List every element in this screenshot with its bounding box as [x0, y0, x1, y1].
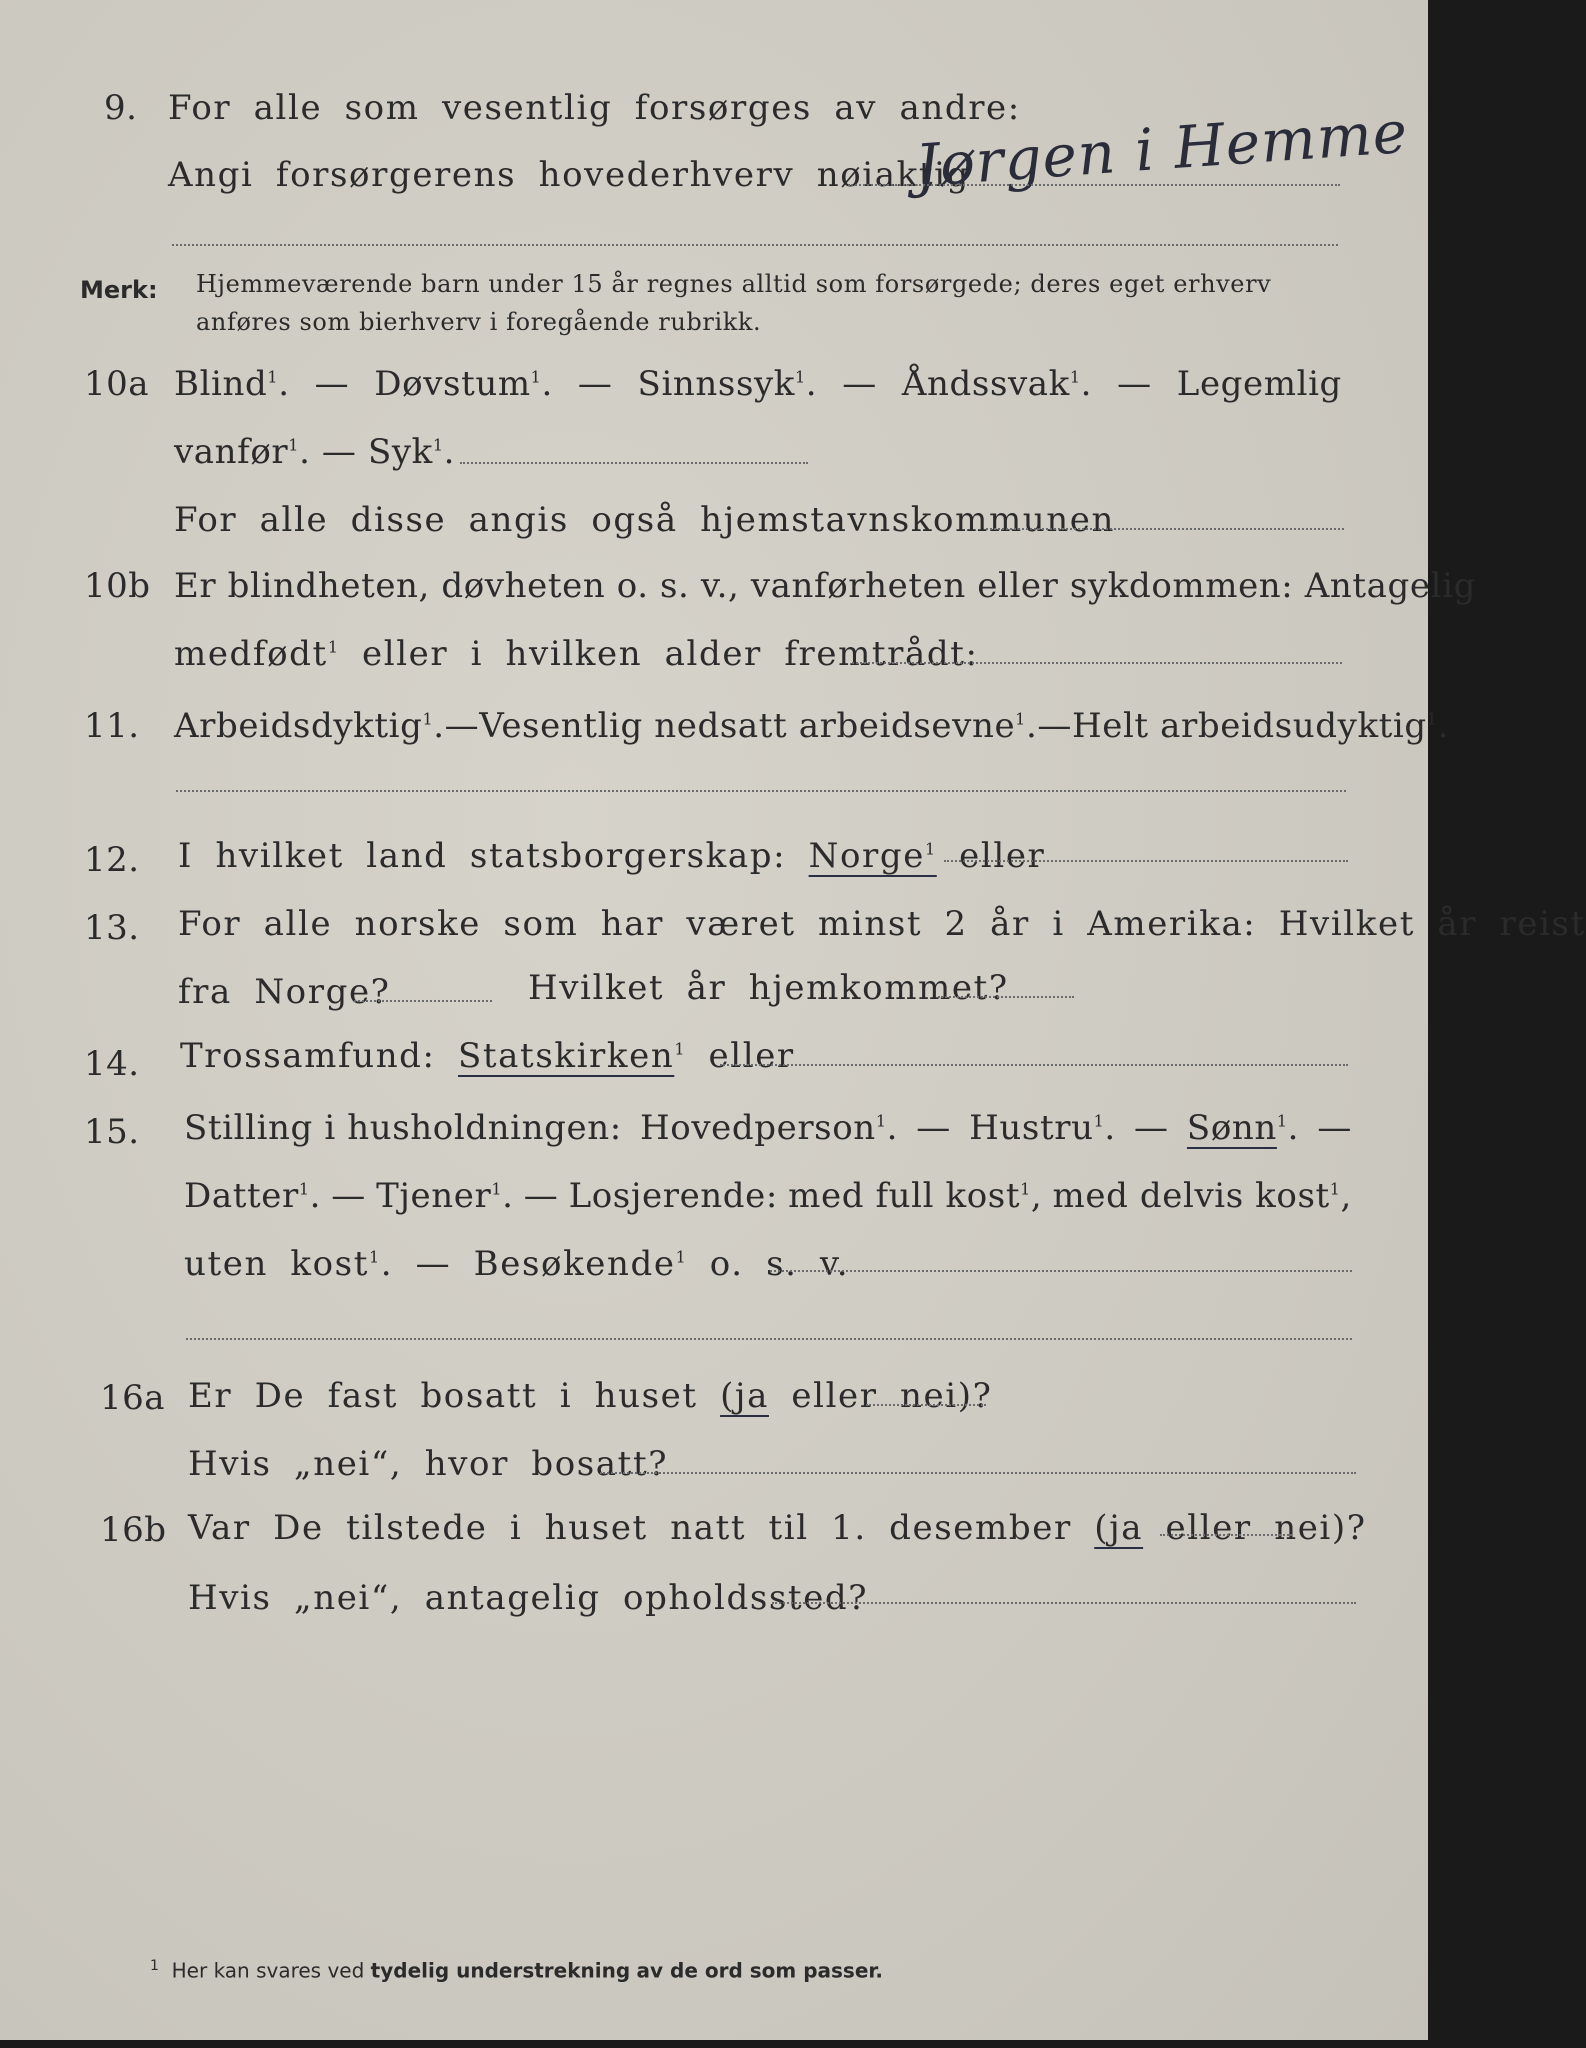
- q15-answer-line: [770, 1270, 1352, 1272]
- opt-syk: Syk$^1$.: [367, 432, 456, 472]
- opt-andssvak: Åndssvak$^1$.: [901, 364, 1093, 404]
- q13-line2a: fra Norge?: [178, 972, 391, 1012]
- q12-number: 12.: [84, 840, 140, 880]
- q15-number: 15.: [84, 1112, 140, 1152]
- q16a-line1: Er De fast bosatt i huset (ja eller nei)?: [188, 1376, 993, 1416]
- opt-vesentlig-nedsatt: Vesentlig nedsatt arbeidsevne$^1$.: [479, 706, 1038, 746]
- q10b-line1: Er blindheten, døvheten o. s. v., vanførheten eller sykdommen: Antagelig: [174, 566, 1476, 606]
- q9-line1: For alle som vesentlig forsørges av andre:: [168, 88, 1021, 128]
- opt-blind: Blind$^1$.: [174, 364, 290, 404]
- q10a-line2: vanfør$^1$. — Syk$^1$.: [174, 432, 456, 472]
- q15-line3: uten kost$^1$. — Besøkende$^1$ o. s. v.: [184, 1244, 850, 1284]
- opt-besokende: Besøkende$^1$: [473, 1244, 688, 1284]
- q10a-line1: Blind$^1$. — Døvstum$^1$. — Sinnssyk$^1$. — Åndssvak$^1$. — Legemlig: [174, 364, 1342, 404]
- opt-arbeidsdyktig: Arbeidsdyktig$^1$.: [174, 706, 445, 746]
- q14-number: 14.: [84, 1044, 140, 1084]
- q16b-line2: Hvis „nei“, antagelig opholdssted?: [188, 1578, 869, 1618]
- footnote: $^1$ Her kan svares ved tydelig understrekning av de ord som passer.: [150, 1958, 884, 1983]
- q9-answer-line: [848, 184, 1340, 186]
- opt-dovstum: Døvstum$^1$.: [374, 364, 553, 404]
- q10a-hjemstavn-line: [986, 528, 1344, 530]
- answer-ja-underlined: (ja: [1094, 1508, 1144, 1548]
- answer-norge-underlined: Norge$^1$: [808, 836, 937, 876]
- opt-hovedperson: Hovedperson$^1$.: [640, 1108, 899, 1148]
- q16b-line1: Var De tilstede i huset natt til 1. desember (ja eller nei)?: [188, 1508, 1367, 1548]
- answer-sonn-underlined: Sønn$^1$.: [1186, 1108, 1300, 1148]
- answer-ja-underlined: (ja: [720, 1376, 769, 1416]
- opt-hustru: Hustru$^1$.: [969, 1108, 1116, 1148]
- q10a-number: 10a: [84, 364, 150, 404]
- opt-helt-udyktig: Helt arbeidsudyktig$^1$.: [1071, 706, 1449, 746]
- q12-line1: I hvilket land statsborgerskap: Norge$^1$ eller: [178, 836, 1046, 876]
- opt-vanfor: vanfør$^1$.: [174, 432, 311, 472]
- q9-extra-line: [172, 244, 1338, 246]
- q13-number: 13.: [84, 908, 140, 948]
- q11-line1: Arbeidsdyktig$^1$. — Vesentlig nedsatt arbeidsevne$^1$. — Helt arbeidsudyktig$^1$.: [174, 706, 1449, 746]
- opt-full-kost: med full kost$^1$,: [788, 1176, 1043, 1216]
- q16a-bosatt-line: [600, 1472, 1356, 1474]
- q10a-syk-line: [460, 462, 808, 464]
- opt-sinnssyk: Sinnssyk$^1$.: [637, 364, 818, 404]
- q15-line2: Datter$^1$. — Tjener$^1$. — Losjerende: med full kost$^1$, med delvis kost$^1$,: [184, 1176, 1352, 1216]
- q15-line1: Stilling i husholdningen: Hovedperson$^1$. — Hustru$^1$. — Sønn$^1$. —: [184, 1108, 1352, 1148]
- opt-delvis-kost: med delvis kost$^1$,: [1052, 1176, 1352, 1216]
- opt-legemlig: Legemlig: [1176, 364, 1342, 404]
- q13-reist-line: [354, 1000, 492, 1002]
- q13-hjemkommet-line: [938, 996, 1074, 998]
- q11-extra-line: [176, 790, 1346, 792]
- q16b-answer-line: [1160, 1534, 1292, 1536]
- opt-datter: Datter$^1$.: [184, 1176, 322, 1216]
- opt-tjener: Tjener$^1$.: [376, 1176, 514, 1216]
- q9-line2: Angi forsørgerens hovederhverv nøiaktig: [168, 155, 970, 195]
- q9-handwritten-answer: Jørgen i Hemme: [913, 97, 1411, 200]
- q10b-number: 10b: [84, 566, 151, 606]
- q16b-opholdssted-line: [772, 1602, 1356, 1604]
- q10a-line3: For alle disse angis også hjemstavnskommunen: [174, 500, 1115, 540]
- q14-line1: Trossamfund: Statskirken$^1$ eller: [180, 1036, 795, 1076]
- q10b-line2: medfødt$^1$ eller i hvilken alder fremtrådt:: [174, 634, 979, 674]
- merk-line1: Hjemmeværende barn under 15 år regnes alltid som forsørgede; deres eget erhverv: [196, 270, 1272, 298]
- q16a-answer-line: [866, 1404, 986, 1406]
- q16a-line2: Hvis „nei“, hvor bosatt?: [188, 1444, 669, 1484]
- q16a-number: 16a: [100, 1378, 166, 1418]
- answer-statskirken-underlined: Statskirken: [458, 1036, 675, 1076]
- q10b-answer-line: [852, 662, 1342, 664]
- q13-line2b: Hvilket år hjemkommet?: [528, 968, 1009, 1008]
- q16b-number: 16b: [100, 1510, 167, 1550]
- q14-answer-line: [720, 1064, 1348, 1066]
- q11-number: 11.: [84, 706, 140, 746]
- q15-extra-line: [186, 1338, 1352, 1340]
- merk-label: Merk:: [80, 276, 158, 304]
- q13-line1: For alle norske som har været minst 2 år i Amerika: Hvilket år reist: [178, 904, 1586, 944]
- q12-answer-line: [944, 860, 1348, 862]
- q9-number: 9.: [104, 88, 138, 128]
- merk-line2: anføres som bierhverv i foregående rubrikk.: [196, 308, 762, 336]
- opt-uten-kost: uten kost$^1$.: [184, 1244, 394, 1284]
